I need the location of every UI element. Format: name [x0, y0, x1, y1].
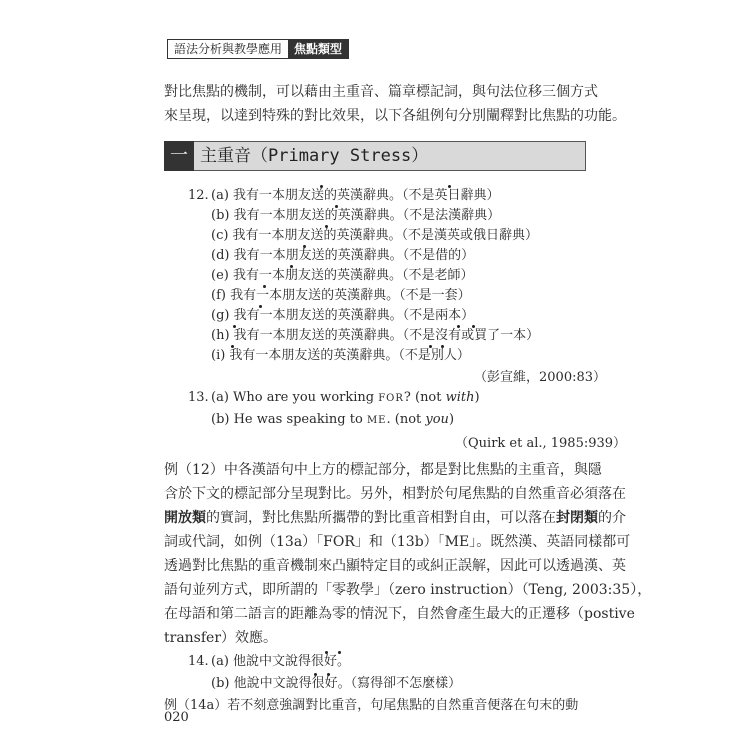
section-title: 主重音（Primary Stress） — [200, 146, 429, 166]
example-12f: (f) 我有一本朋友送的英漢辭典。（不是一套） — [211, 288, 471, 303]
stress-dot — [259, 305, 262, 308]
body-line-8: transfer）效應。 — [164, 630, 278, 646]
example-14-label: 14. — [188, 654, 209, 669]
stress-dot — [441, 345, 444, 348]
example-13-citation: （Quirk et al., 1985:939） — [455, 436, 627, 451]
example-13a: (a) Who are you working FOR? (not with) — [211, 390, 480, 405]
stress-dot — [263, 285, 266, 288]
example-12-label: 12. — [188, 188, 209, 203]
example-12b: (b) 我有一本朋友送的英漢辭典。（不是法漢辭典） — [211, 208, 501, 223]
running-header — [167, 39, 349, 59]
body-line-2: 含於下文的標記部分呈現對比。另外，相對於句尾焦點的自然重音必須落在 — [164, 486, 626, 502]
example-12g: (g) 我有一本朋友送的英漢辭典。（不是兩本） — [211, 308, 475, 323]
example-12h: (h) 我有一本朋友送的英漢辭典。（不是沒有或買了一本） — [211, 328, 540, 343]
body-line-6: 語句並列方式，即所謂的「零教學」（zero instruction）（Teng, 2003:35）， — [164, 582, 652, 598]
stress-dot — [325, 225, 328, 228]
stress-dot — [335, 205, 338, 208]
example-12d: (d) 我有一本朋友送的英漢辭典。（不是借的） — [211, 248, 475, 263]
body-line-1: 例（12）中各漢語句中上方的標記部分，都是對比焦點的主重音，與隱 — [164, 462, 602, 478]
chapter-title: 焦點類型 — [288, 40, 348, 58]
example-12a: (a) 我有一本朋友送的英漢辭典。（不是英日辭典） — [211, 188, 500, 203]
stress-dot — [303, 245, 306, 248]
body-last-line: 例（14a）若不刻意強調對比重音，句尾焦點的自然重音便落在句末的動 — [164, 698, 579, 713]
stress-dot — [320, 185, 323, 188]
body-line-5: 透過對比焦點的重音機制來凸顯特定目的或糾正誤解，因此可以透過漢、英 — [164, 558, 626, 574]
example-14a: (a) 他說中文說得很好。 — [211, 654, 351, 669]
stress-dot — [448, 185, 451, 188]
intro-line-1: 對比焦點的機制，可以藉由主重音、篇章標記詞，與句法位移三個方式 — [164, 84, 598, 100]
page-number: 020 — [164, 710, 189, 725]
example-12c: (c) 我有一本朋友送的英漢辭典。（不是漢英或俄日辭典） — [211, 228, 539, 243]
stress-dot — [290, 265, 293, 268]
example-12i: (i) 我有一本朋友送的英漢辭典。（不是別人） — [211, 348, 470, 363]
example-14b: (b) 他說中文說得很好。（寫得卻不怎麼樣） — [211, 676, 462, 691]
stress-dot — [429, 345, 432, 348]
body-line-7: 在母語和第二語言的距離為零的情況下，自然會產生最大的正遷移（postive — [164, 606, 635, 622]
example-12-citation: （彭宣維，2000:83） — [474, 370, 607, 385]
section-number: 一 — [164, 141, 194, 171]
stress-dot — [327, 673, 330, 676]
intro-line-2: 來呈現，以達到特殊的對比效果，以下各組例句分別闡釋對比焦點的功能。 — [164, 108, 626, 124]
example-12e: (e) 我有一本朋友送的英漢辭典。（不是老師） — [211, 268, 474, 283]
book-title: 語法分析與教學應用 — [168, 40, 288, 58]
body-line-3: 開放類的實詞，對比焦點所攜帶的對比重音相對自由，可以落在封閉類的介 — [164, 510, 626, 526]
stress-dot — [338, 651, 341, 654]
stress-dot — [472, 325, 475, 328]
example-13-label: 13. — [188, 390, 209, 405]
stress-dot — [457, 325, 460, 328]
example-13b: (b) He was speaking to ME. (not you) — [211, 412, 455, 427]
stress-dot — [314, 673, 317, 676]
body-line-4: 詞或代詞，如例（13a）「FOR」和（13b）「ME」。既然漢、英語同樣都可 — [164, 534, 631, 550]
stress-dot — [233, 325, 236, 328]
stress-dot — [325, 651, 328, 654]
stress-dot — [231, 345, 234, 348]
